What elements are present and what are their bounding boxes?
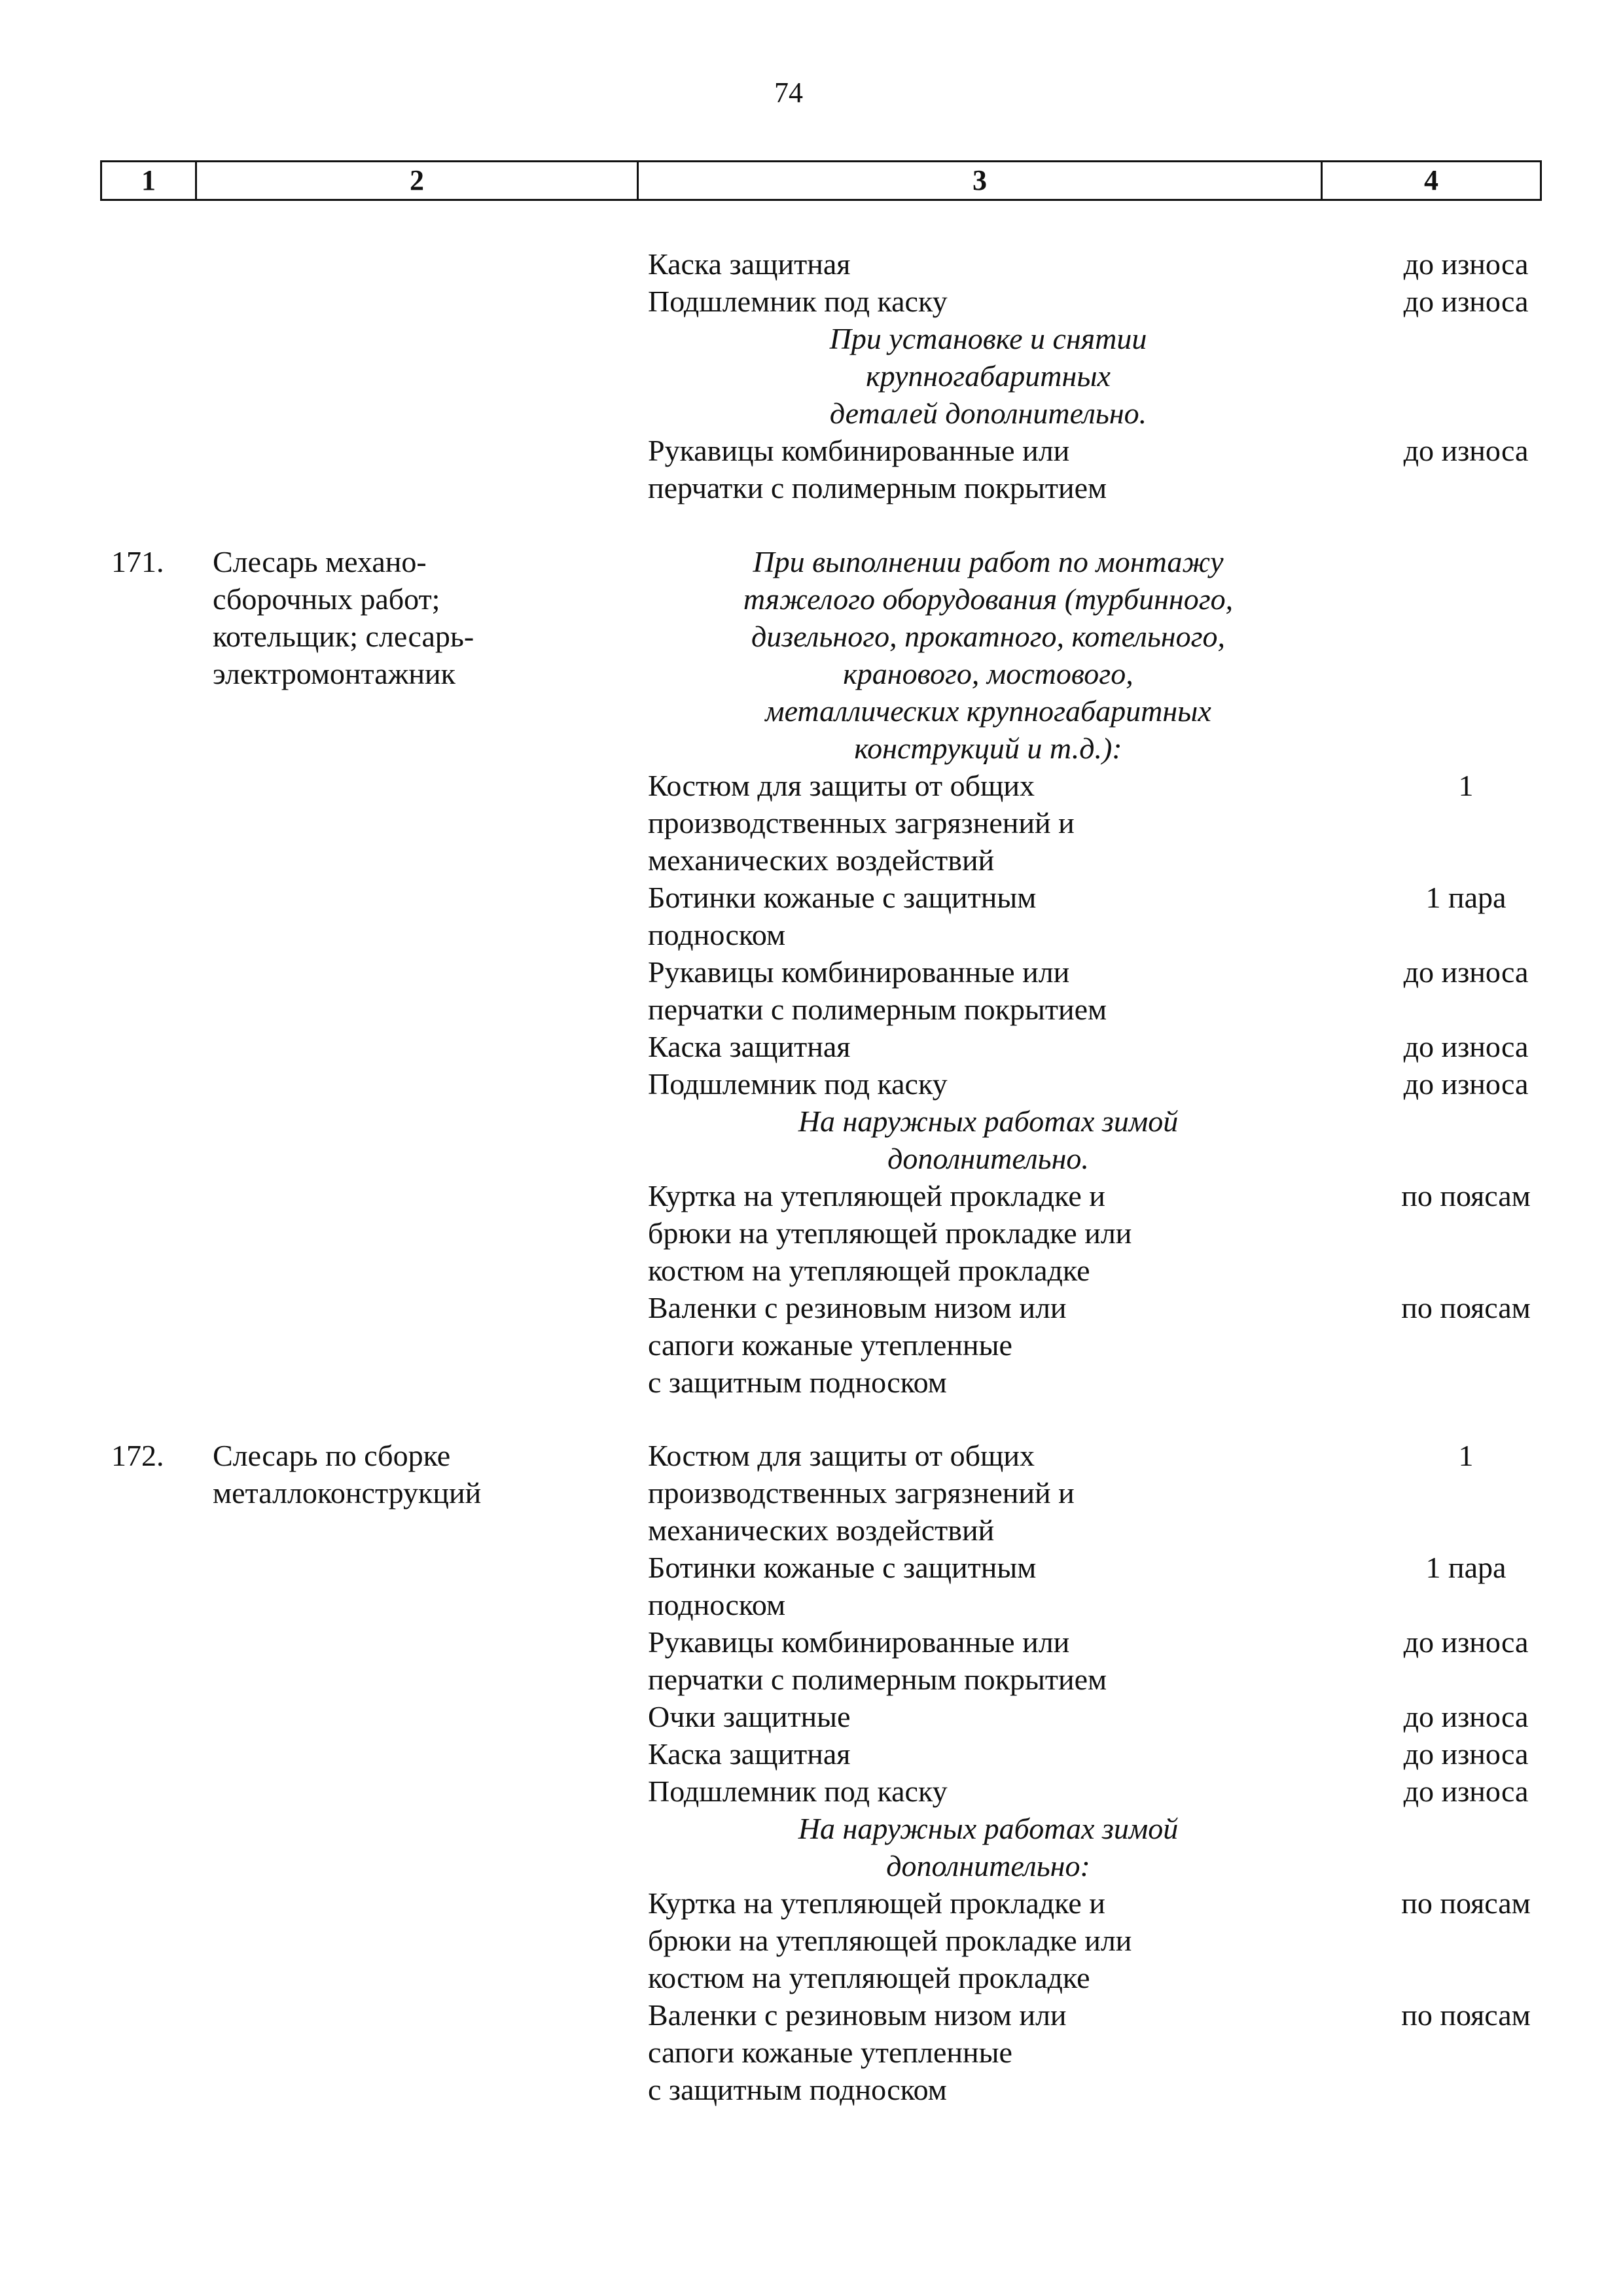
item-name-line: сапоги кожаные утепленные [648,2036,1012,2069]
item-name-line: механических воздействий [648,1513,995,1547]
item-name-line: костюм на утепляющей прокладке [648,1961,1090,1994]
item-name-line: брюки на утепляющей прокладке или [648,1924,1132,1957]
profession-line: электромонтажник [213,657,455,690]
column-header-2: 2 [196,162,638,200]
italic-note-line: На наружных работах зимой [798,1812,1179,1845]
italic-note-line: При установке и снятии [829,322,1147,355]
item-name-line: Ботинки кожаные с защитным [648,1551,1037,1584]
item-name-line: механических воздействий [648,843,995,877]
item-name-line: брюки на утепляющей прокладке или [648,1216,1132,1250]
item-norm: до износа [1403,434,1529,467]
item-name-line: производственных загрязнений и [648,806,1075,839]
item-name-line: подноском [648,1588,786,1621]
item-name-line: Валенки с резиновым низом или [648,1291,1067,1324]
profession-line: сборочных работ; [213,582,440,616]
item-norm: по поясам [1401,1179,1531,1212]
item-name-line: Рукавицы комбинированные или [648,1625,1070,1659]
column-header-1: 1 [101,162,196,200]
column-header-3: 3 [638,162,1322,200]
item-norm: по поясам [1401,1291,1531,1324]
column-header-table [100,160,1542,201]
italic-note-line: металлических крупногабаритных [765,694,1211,728]
item-name-line: Очки защитные [648,1700,851,1733]
italic-note-line: На наружных работах зимой [798,1104,1179,1138]
item-norm: до износа [1403,955,1529,989]
item-name-line: Подшлемник под каску [648,1067,948,1101]
italic-note-line: дизельного, прокатного, котельного, [751,620,1226,653]
italic-note-line: дополнительно: [886,1849,1090,1882]
italic-note-line: кранового, мостового, [843,657,1133,690]
italic-note-line: деталей дополнительно. [829,397,1147,430]
item-norm: до износа [1403,247,1529,281]
item-norm: до износа [1403,1700,1529,1733]
item-norm: 1 пара [1425,1551,1507,1584]
item-norm: 1 пара [1425,881,1507,914]
item-name-line: Подшлемник под каску [648,1775,948,1808]
item-name-line: подноском [648,918,786,951]
item-name-line: Каска защитная [648,1030,851,1063]
item-norm: 1 [1458,769,1474,802]
profession-line: металлоконструкций [213,1476,482,1510]
item-name-line: костюм на утепляющей прокладке [648,1254,1090,1287]
item-name-line: перчатки с полимерным покрытием [648,471,1107,504]
item-name-line: Куртка на утепляющей прокладке и [648,1886,1105,1920]
item-name-line: Ботинки кожаные с защитным [648,881,1037,914]
item-name-line: Костюм для защиты от общих [648,1439,1035,1472]
item-name-line: Рукавицы комбинированные или [648,955,1070,989]
item-norm: по поясам [1401,1998,1531,2032]
item-name-line: Костюм для защиты от общих [648,769,1035,802]
item-name-line: перчатки с полимерным покрытием [648,993,1107,1026]
italic-note-line: дополнительно. [887,1142,1089,1175]
profession-line: Слесарь по сборке [213,1439,451,1472]
item-name-line: Куртка на утепляющей прокладке и [648,1179,1105,1212]
item-name-line: сапоги кожаные утепленные [648,1328,1012,1362]
item-name-line: Каска защитная [648,1737,851,1771]
item-name-line: Каска защитная [648,247,851,281]
column-header-4: 4 [1322,162,1541,200]
italic-note-line: тяжелого оборудования (турбинного, [743,582,1234,616]
item-name-line: производственных загрязнений и [648,1476,1075,1510]
entry-number: 172. [111,1439,164,1472]
item-name-line: Подшлемник под каску [648,285,948,318]
item-name-line: с защитным подноском [648,2073,947,2106]
item-norm: по поясам [1401,1886,1531,1920]
item-norm: до износа [1403,1775,1529,1808]
profession-line: котельщик; слесарь- [213,620,474,653]
item-norm: до износа [1403,1067,1529,1101]
item-norm: до износа [1403,1625,1529,1659]
italic-note-line: При выполнении работ по монтажу [753,545,1224,578]
item-norm: 1 [1458,1439,1474,1472]
item-name-line: перчатки с полимерным покрытием [648,1663,1107,1696]
profession-line: Слесарь механо- [213,545,427,578]
item-norm: до износа [1403,1030,1529,1063]
item-name-line: с защитным подноском [648,1366,947,1399]
italic-note-line: конструкций и т.д.): [854,732,1122,765]
item-norm: до износа [1403,1737,1529,1771]
entry-number: 171. [111,545,164,578]
item-name-line: Валенки с резиновым низом или [648,1998,1067,2032]
item-name-line: Рукавицы комбинированные или [648,434,1070,467]
item-norm: до износа [1403,285,1529,318]
italic-note-line: крупногабаритных [866,359,1111,393]
page-number: 74 [774,77,803,109]
